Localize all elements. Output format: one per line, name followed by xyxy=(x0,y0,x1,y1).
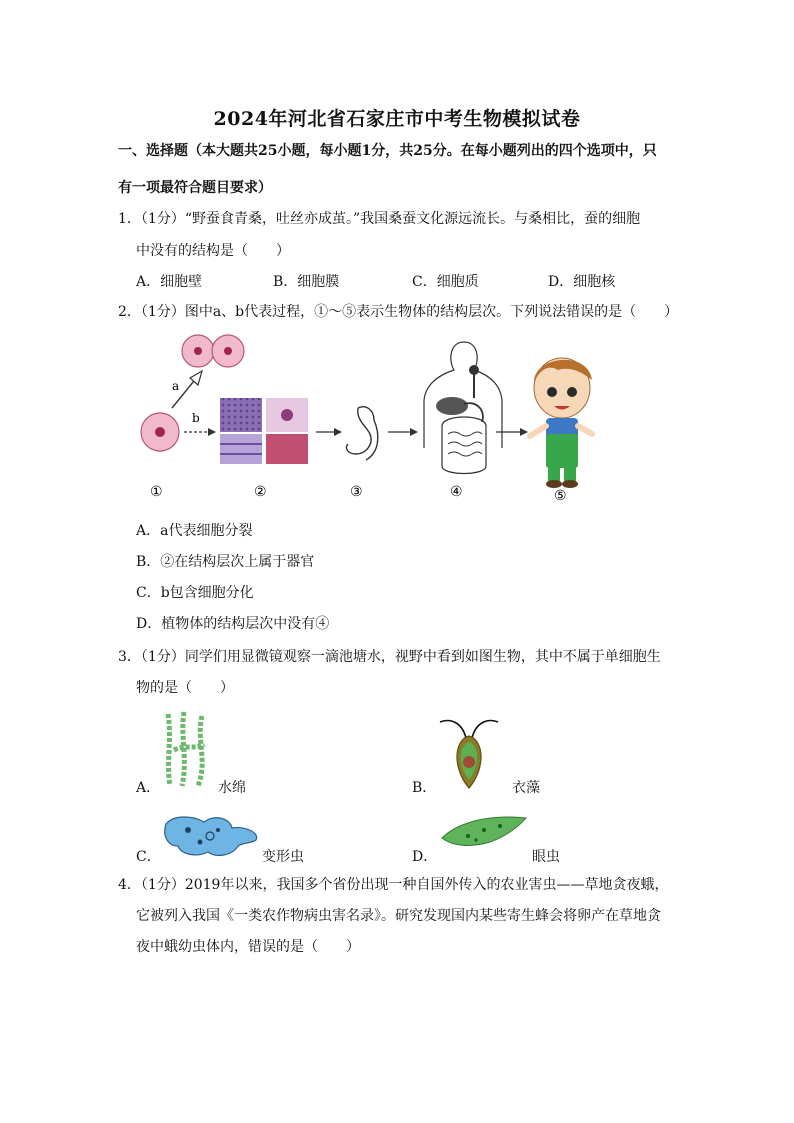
arrow-a-label: a xyxy=(172,379,180,393)
q3-option-a-letter: A． xyxy=(136,780,161,796)
q3-option-c-letter: C． xyxy=(136,849,161,865)
arrow-icon xyxy=(388,428,418,436)
q2-option-c: C．b包含细胞分化 xyxy=(136,585,254,601)
q3-option-a-name: 水绵 xyxy=(218,780,246,796)
euglena-icon xyxy=(438,812,530,852)
page-title: 2024年河北省石家庄市中考生物模拟试卷 xyxy=(213,108,581,130)
arrow-b-icon xyxy=(184,428,216,436)
boy-cartoon-icon xyxy=(530,358,592,488)
digestive-system-icon xyxy=(424,342,502,474)
section-heading-line1: 一、选择题（本大题共25小题，每小题1分，共25分。在每小题列出的四个选项中，只 xyxy=(118,143,657,159)
q3-option-c-name: 变形虫 xyxy=(262,849,304,865)
q2-option-d: D．植物体的结构层次中没有④ xyxy=(136,616,330,632)
tissue-images-icon xyxy=(220,398,308,464)
chlamydomonas-icon xyxy=(436,708,502,794)
q1-stem-line1: 1．（1分）“野蚕食青桑，吐丝亦成茧。”我国桑蚕文化源远流长。与桑相比，蚕的细胞 xyxy=(118,211,641,227)
q4-stem-line3: 夜中蛾幼虫体内，错误的是（ ） xyxy=(136,939,360,955)
q1-stem-line2: 中没有的结构是（ ） xyxy=(136,243,290,259)
q1-option-b: B．细胞膜 xyxy=(273,274,340,290)
q4-stem-line2: 它被列入我国《一类农作物病虫害名录》。研究发现国内某些寄生蜂会将卵产在草地贪 xyxy=(136,908,661,924)
figure-label-2: ② xyxy=(254,484,267,500)
arrow-icon xyxy=(496,428,528,436)
q2-option-a: A．a代表细胞分裂 xyxy=(136,523,253,539)
q2-figure xyxy=(130,330,610,510)
figure-label-4: ④ xyxy=(450,484,463,500)
single-cell-icon xyxy=(141,413,179,451)
q3-option-d-name: 眼虫 xyxy=(532,849,560,865)
amoeba-icon xyxy=(160,810,262,860)
q3-stem-line2: 物的是（ ） xyxy=(136,680,234,696)
figure-label-1: ① xyxy=(150,484,163,500)
dividing-cells-icon xyxy=(182,335,244,367)
q3-option-b-name: 衣藻 xyxy=(512,780,540,796)
q1-option-d: D．细胞核 xyxy=(548,274,616,290)
stomach-icon xyxy=(346,407,377,460)
arrow-icon xyxy=(316,428,342,436)
arrow-b-label: b xyxy=(192,411,200,425)
q2-stem: 2．（1分）图中a、b代表过程，①～⑤表示生物体的结构层次。下列说法错误的是（ ） xyxy=(118,304,679,320)
q1-option-a: A．细胞壁 xyxy=(136,274,203,290)
q3-option-d-letter: D． xyxy=(412,849,438,865)
q2-option-b: B．②在结构层次上属于器官 xyxy=(136,554,315,570)
figure-label-3: ③ xyxy=(350,484,363,500)
figure-label-5: ⑤ xyxy=(554,488,567,504)
spirogyra-icon xyxy=(158,710,216,788)
q4-stem-line1: 4．（1分）2019年以来，我国多个省份出现一种自国外传入的农业害虫——草地贪夜蛾， xyxy=(118,877,669,893)
q1-option-c: C．细胞质 xyxy=(412,274,479,290)
q3-option-b-letter: B． xyxy=(412,780,437,796)
section-heading-line2: 有一项最符合题目要求） xyxy=(118,180,272,196)
q3-stem-line1: 3．（1分）同学们用显微镜观察一滴池塘水，视野中看到如图生物，其中不属于单细胞生 xyxy=(118,649,661,665)
